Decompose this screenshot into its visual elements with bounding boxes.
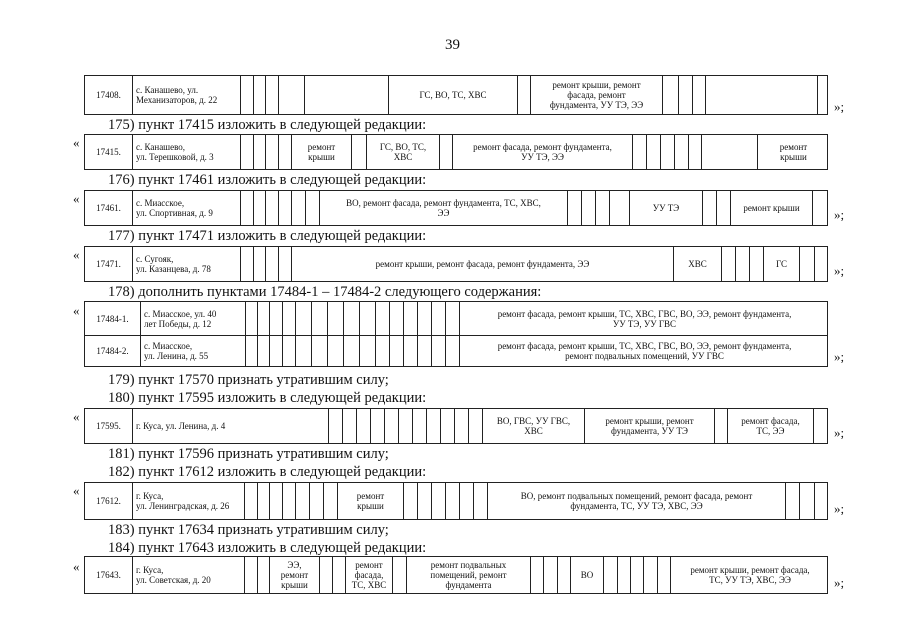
cell-address: г. Куса, ул. Ленинградская, д. 26 [132,483,244,519]
opening-quote: « [73,191,80,206]
cell-empty [240,76,253,114]
cell-work-list: ГС, ВО, ТС, ХВС [388,76,517,114]
cell-empty [398,409,412,443]
cell-empty [375,335,389,366]
cell-empty [595,191,609,225]
opening-quote: « [73,135,80,150]
table-row-17408 [84,75,828,115]
item-181: 181) пункт 17596 признать утратившим силу; [108,446,389,462]
cell-empty [749,247,763,281]
cell-work-list: УУ ТЭ [629,191,702,225]
item-179: 179) пункт 17570 признать утратившим силу; [108,372,389,388]
opening-quote: « [73,303,80,318]
cell-empty [244,557,257,593]
cell-work-list: ремонт фасада, ремонт фундамента, УУ ТЭ, ЭЭ [452,135,632,169]
cell-address: с. Сугояк, ул. Казанцева, д. 78 [132,247,240,281]
opening-quote: « [73,483,80,498]
cell-empty [567,191,581,225]
cell-work-list: ВО, ремонт фасада, ремонт фундамента, ТС, ХВС, ЭЭ [319,191,567,225]
cell-number: 17612. [96,496,121,506]
cell-empty [269,302,282,335]
table-row-17484-2 [85,335,827,366]
cell-empty [530,557,543,593]
cell-empty [269,483,282,519]
cell-empty [662,76,678,114]
closing-quote: »; [834,575,845,590]
cell-empty [265,76,278,114]
cell-empty [245,302,257,335]
cell-empty [295,302,311,335]
cell-empty [431,302,445,335]
cell-empty [245,335,257,366]
cell-empty [253,191,265,225]
cell-empty [678,76,692,114]
cell-empty [257,557,269,593]
cell-empty [265,191,278,225]
cell-empty [517,76,530,114]
cell-empty [439,135,452,169]
cell-empty [630,557,643,593]
item-176: 176) пункт 17461 изложить в следующей редакции: [108,172,427,188]
cell-empty [389,302,403,335]
cell-empty [705,76,817,114]
cell-work-list: ремонт фасада, ремонт крыши, ТС, ХВС, ГВС, ВО, ЭЭ, ремонт фундамента, УУ ТЭ, УУ ГВС [459,302,829,335]
cell-empty [240,247,253,281]
cell-empty [431,335,445,366]
cell-empty [603,557,617,593]
cell-empty [359,302,375,335]
cell-empty [813,409,829,443]
cell-number: 17408. [96,90,121,100]
table-row-17643 [84,556,828,594]
cell-work-list: ЭЭ, ремонт крыши [269,557,319,593]
cell-empty [817,76,829,114]
cell-empty [253,76,265,114]
cell-number: 17484-2. [96,345,129,356]
cell-empty [454,409,468,443]
cell-empty [814,247,829,281]
cell-empty [657,557,670,593]
cell-empty [543,557,557,593]
cell-empty [311,335,327,366]
closing-quote: »; [834,99,845,114]
table-row-17595 [84,408,828,444]
cell-address: с. Миасское, ул. 40 лет Победы, д. 12 [140,302,245,335]
cell-empty [269,335,282,366]
cell-empty [417,302,431,335]
cell-number: 17461. [96,203,121,213]
cell-work-list: ремонт фасада, ТС, ЭЭ [727,409,813,443]
item-182: 182) пункт 17612 изложить в следующей редакции: [108,464,427,480]
cell-empty [431,483,445,519]
cell-empty [473,483,487,519]
cell-empty [311,302,327,335]
cell-empty [701,135,757,169]
item-184: 184) пункт 17643 изложить в следующей редакции: [108,540,427,556]
closing-quote: »; [834,207,845,222]
cell-empty [351,135,366,169]
item-175: 175) пункт 17415 изложить в следующей редакции: [108,117,427,133]
cell-empty [468,409,482,443]
cell-address: с. Миасское, ул. Ленина, д. 55 [140,335,245,366]
opening-quote: « [73,559,80,574]
table-row-17612 [84,482,828,520]
cell-empty [278,135,291,169]
cell-work-list: ремонт крыши, ремонт фасада, ремонт фундамента, УУ ТЭ, ЭЭ [530,76,662,114]
closing-quote: »; [834,501,845,516]
cell-work-list: ремонт подвальных помещений, ремонт фундамента [406,557,530,593]
cell-empty [643,557,657,593]
table-rows-17484 [84,301,828,367]
cell-empty [735,247,749,281]
cell-empty [812,191,829,225]
cell-empty [282,335,295,366]
cell-empty [343,335,359,366]
cell-work-list: ВО, ГВС, УУ ГВС, ХВС [482,409,584,443]
cell-work-list: ремонт крыши, ремонт фасада, ТС, УУ ТЭ, ХВС, ЭЭ [670,557,829,593]
table-row-17471 [84,246,828,282]
cell-number: 17643. [96,570,121,580]
cell-empty [253,135,265,169]
page-number: 39 [445,37,460,53]
cell-empty [359,335,375,366]
cell-empty [412,409,426,443]
cell-empty [257,302,269,335]
cell-empty [617,557,630,593]
cell-empty [440,409,454,443]
cell-empty [384,409,398,443]
cell-empty [660,135,674,169]
closing-quote: »; [834,425,845,440]
cell-empty [304,76,388,114]
cell-empty [370,409,384,443]
closing-quote: »; [834,349,845,364]
cell-empty [356,409,370,443]
cell-empty [688,135,701,169]
cell-empty [240,135,253,169]
item-177: 177) пункт 17471 изложить в следующей редакции: [108,228,427,244]
cell-empty [716,191,730,225]
cell-empty [692,76,705,114]
cell-empty [392,557,406,593]
cell-number: 17415. [96,147,121,157]
cell-empty [282,302,295,335]
cell-empty [343,302,359,335]
cell-empty [459,483,473,519]
cell-work-list: ВО [570,557,603,593]
cell-empty [799,483,814,519]
cell-work-list: ГС [763,247,799,281]
cell-empty [417,483,431,519]
cell-empty [646,135,660,169]
cell-empty [282,483,295,519]
cell-empty [674,135,688,169]
cell-empty [403,335,417,366]
cell-empty [426,409,440,443]
cell-empty [295,483,309,519]
cell-work-list: ремонт крыши, ремонт фасада, ремонт фундамента, ЭЭ [291,247,673,281]
cell-empty [445,302,459,335]
cell-empty [278,76,304,114]
cell-empty [389,335,403,366]
item-178: 178) дополнить пунктами 17484-1 – 17484-2 следующего содержания: [108,284,542,300]
cell-empty [557,557,570,593]
cell-work-list: ремонт крыши [730,191,812,225]
cell-empty [328,409,342,443]
cell-work-list: ремонт фасада, ТС, ХВС [345,557,392,593]
cell-empty [327,335,343,366]
cell-work-list: ВО, ремонт подвальных помещений, ремонт фасада, ремонт фундамента, ТС, УУ ТЭ, ХВС, ЭЭ [487,483,785,519]
item-180: 180) пункт 17595 изложить в следующей редакции: [108,390,427,406]
cell-empty [257,483,269,519]
cell-empty [445,335,459,366]
cell-empty [714,409,727,443]
cell-address: г. Куса, ул. Советская, д. 20 [132,557,244,593]
cell-empty [403,483,417,519]
opening-quote: « [73,247,80,262]
cell-number: 17484-1. [96,313,129,324]
cell-empty [417,335,431,366]
cell-empty [244,483,257,519]
item-183: 183) пункт 17634 признать утратившим силу; [108,522,389,538]
cell-empty [305,191,319,225]
cell-empty [257,335,269,366]
cell-empty [702,191,716,225]
cell-address: с. Канашево, ул. Механизаторов, д. 22 [132,76,240,114]
cell-empty [609,191,629,225]
cell-number: 17595. [96,421,121,431]
cell-work-list: ремонт крыши [291,135,351,169]
cell-empty [632,135,646,169]
cell-empty [278,247,291,281]
cell-address: г. Куса, ул. Ленина, д. 4 [132,409,328,443]
cell-work-list: ХВС [673,247,721,281]
cell-empty [265,247,278,281]
cell-empty [253,247,265,281]
cell-work-list: ремонт крыши [337,483,403,519]
cell-empty [342,409,356,443]
cell-address: с. Миасское, ул. Спортивная, д. 9 [132,191,240,225]
table-row-17461 [84,190,828,226]
cell-work-list: ремонт фасада, ремонт крыши, ТС, ХВС, ГВС, ВО, ЭЭ, ремонт фундамента, ремонт подвальных помещений, УУ ГВС [459,335,829,366]
closing-quote: »; [834,263,845,278]
cell-work-list: ремонт крыши [757,135,829,169]
cell-empty [319,557,332,593]
cell-empty [403,302,417,335]
cell-work-list: ГС, ВО, ТС, ХВС [366,135,439,169]
cell-empty [327,302,343,335]
cell-empty [240,191,253,225]
cell-empty [295,335,311,366]
cell-empty [721,247,735,281]
cell-empty [278,191,291,225]
cell-empty [814,483,829,519]
cell-empty [309,483,323,519]
cell-empty [323,483,337,519]
cell-work-list: ремонт крыши, ремонт фундамента, УУ ТЭ [584,409,714,443]
cell-number: 17471. [96,259,121,269]
cell-empty [332,557,345,593]
cell-empty [581,191,595,225]
cell-empty [291,191,305,225]
cell-empty [265,135,278,169]
cell-empty [799,247,814,281]
table-row-17484-1 [85,302,827,335]
cell-empty [785,483,799,519]
cell-address: с. Канашево, ул. Терешковой, д. 3 [132,135,240,169]
cell-empty [445,483,459,519]
table-row-17415 [84,134,828,170]
cell-empty [375,302,389,335]
opening-quote: « [73,409,80,424]
